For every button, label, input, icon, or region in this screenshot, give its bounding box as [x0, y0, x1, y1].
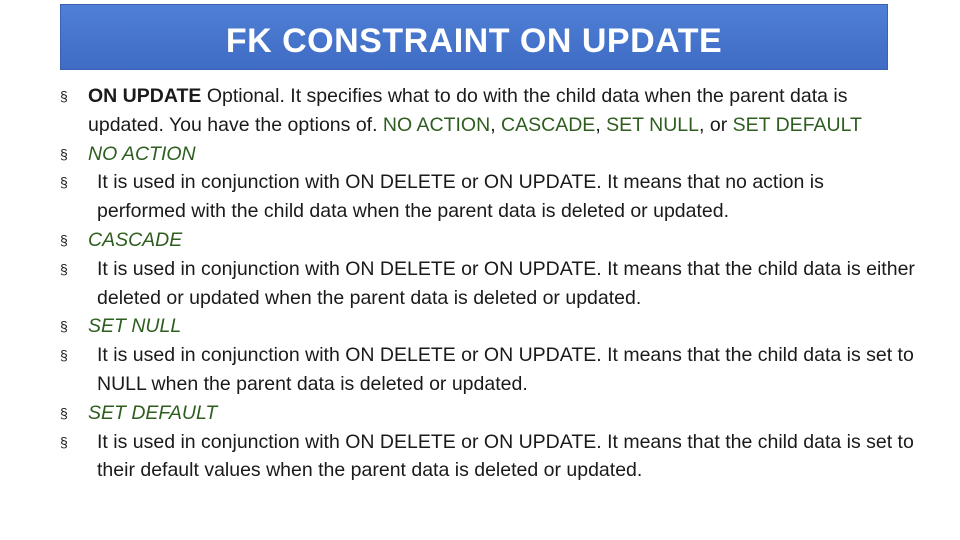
bullet-item-heading	[58, 140, 918, 169]
bullet-icon: §	[60, 433, 68, 450]
section-desc-cascade: It is used in conjunction with ON DELETE or ON UPDATE. It means that the child data is either deleted or updated when the parent data is deleted or updated.	[97, 257, 915, 309]
bullet-item-description	[58, 168, 918, 226]
bullet-icon: §	[60, 174, 68, 191]
bullet-icon: §	[60, 231, 68, 248]
bullet-item-intro	[58, 82, 918, 140]
option-no-action: NO ACTION	[382, 113, 491, 136]
section-desc-no-action: It is used in conjunction with ON DELETE or ON UPDATE. It means that no action is performed with the child data when the parent data is deleted or updated.	[97, 171, 824, 223]
section-heading-set-default: SET DEFAULT	[88, 401, 218, 424]
option-set-default: SET DEFAULT	[732, 113, 862, 136]
section-desc-set-null: It is used in conjunction with ON DELETE or ON UPDATE. It means that the child data is set to NULL when the parent data is deleted or updated.	[97, 344, 914, 395]
intro-description: Optional. It specifies what to do with the child data when the parent data is updated. You have the options of.	[88, 85, 848, 136]
bullet-icon: §	[60, 88, 68, 104]
bullet-icon: §	[60, 347, 68, 364]
section-heading-cascade: CASCADE	[88, 228, 183, 251]
bullet-icon: §	[60, 318, 68, 335]
section-heading-no-action: NO ACTION	[88, 142, 196, 165]
intro-term: ON UPDATE	[88, 85, 202, 107]
bullet-icon: §	[60, 145, 68, 162]
section-heading-set-null: SET NULL	[88, 315, 182, 338]
option-cascade: CASCADE	[501, 113, 596, 136]
bullet-icon: §	[60, 404, 68, 421]
intro-text	[88, 85, 862, 136]
bullet-item-description	[58, 255, 918, 313]
bullet-list	[58, 82, 918, 485]
slide-title: FK CONSTRAINT ON UPDATE	[225, 21, 723, 60]
option-separator: ,	[490, 113, 502, 136]
option-set-null: SET NULL	[606, 113, 700, 136]
bullet-item-description	[58, 428, 918, 486]
bullet-item-description	[58, 341, 918, 399]
option-separator: , or	[699, 113, 733, 136]
option-separator: ,	[595, 113, 607, 136]
section-desc-set-default: It is used in conjunction with ON DELETE or ON UPDATE. It means that the child data is set to their default values when the parent data is deleted or updated.	[97, 430, 914, 482]
title-bar	[60, 4, 888, 70]
bullet-item-heading	[58, 226, 918, 255]
bullet-item-heading	[58, 312, 918, 341]
bullet-item-heading	[58, 399, 918, 428]
bullet-icon: §	[60, 260, 68, 277]
